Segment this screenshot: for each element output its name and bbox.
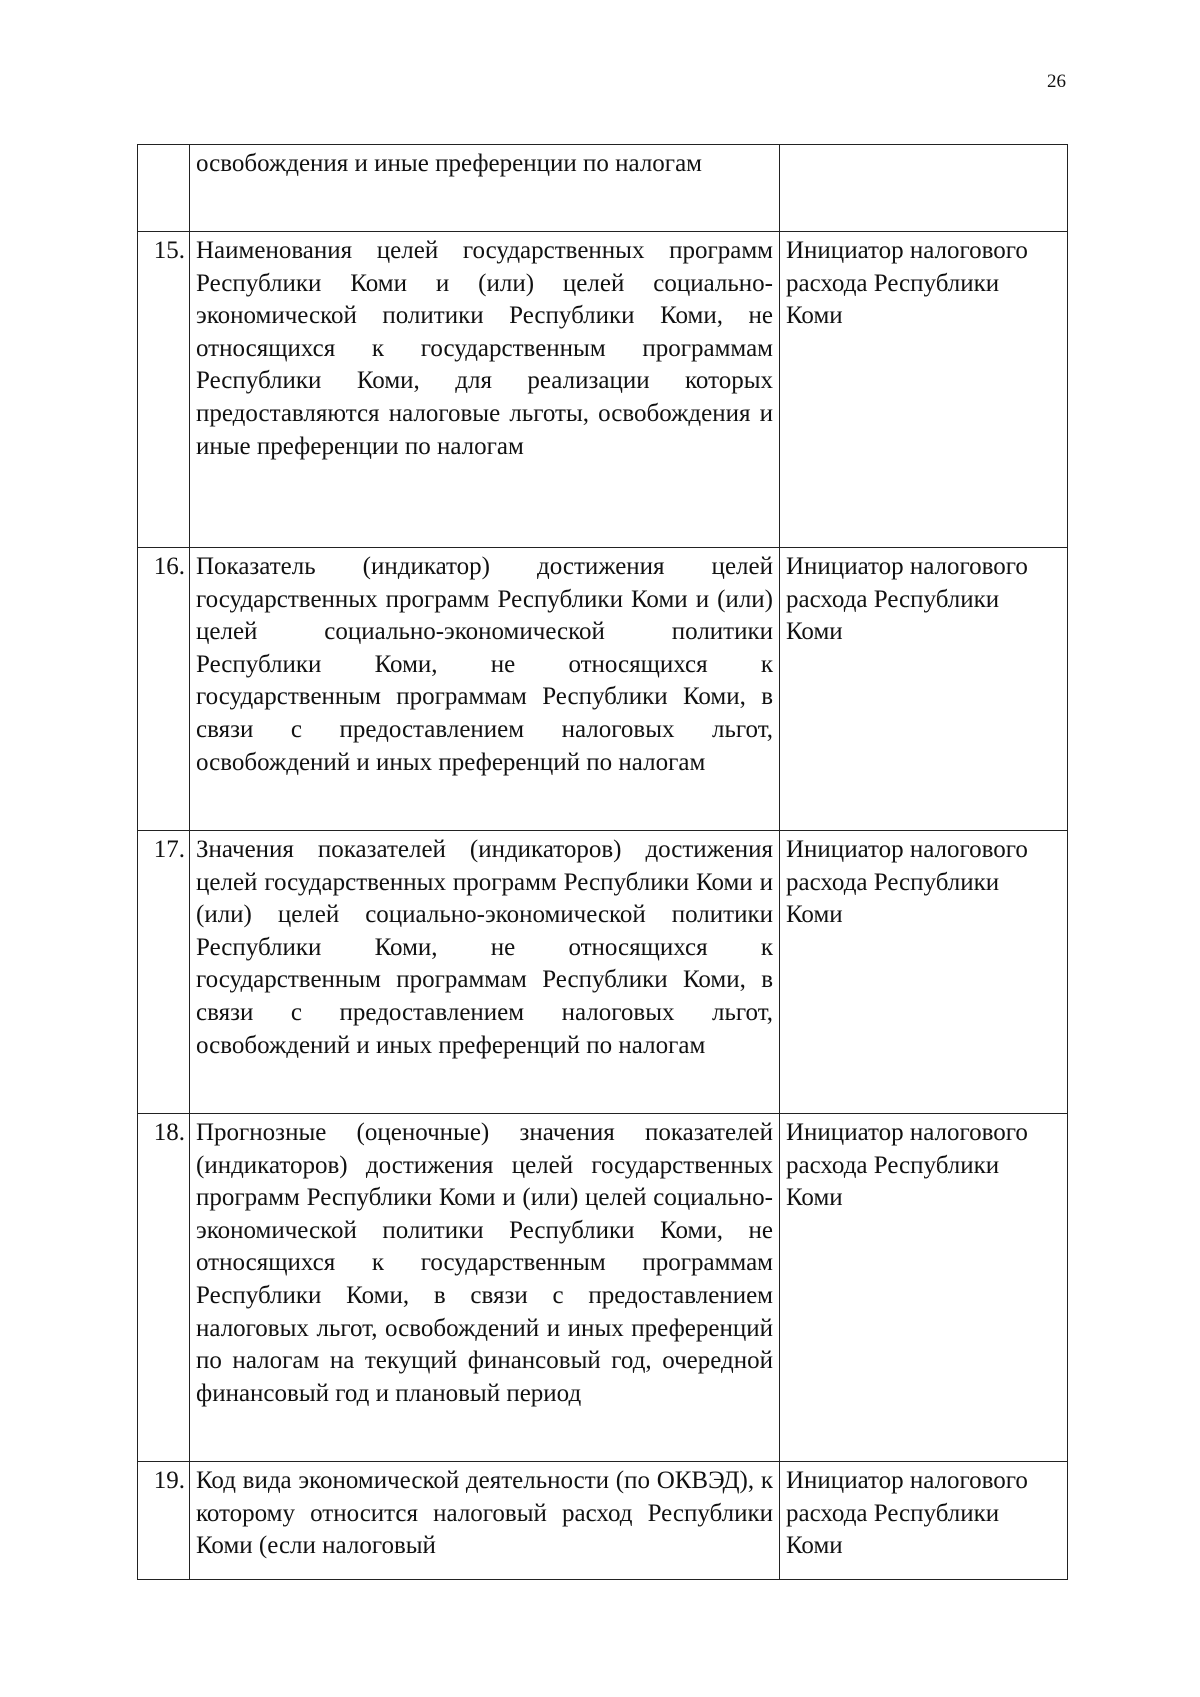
table-row (138, 1114, 1068, 1462)
row-source: Инициатор налогового расхода Республики Коми (780, 1462, 1068, 1580)
row-description: освобождения и иные преференции по налогам (190, 145, 780, 232)
table-row (138, 548, 1068, 831)
table-row (138, 232, 1068, 548)
row-number: 18. (138, 1114, 190, 1462)
row-description: Показатель (индикатор) достижения целей государственных программ Республики Коми и (или) целей социально-экономической политики Республики Коми, не относящихся к государственным программам Республики Коми, в связи с предоставлением налоговых льгот, освобождений и иных преференций по налогам (190, 548, 780, 831)
row-source: Инициатор налогового расхода Республики Коми (780, 831, 1068, 1114)
row-number: 17. (138, 831, 190, 1114)
row-description: Значения показателей (индикаторов) достижения целей государственных программ Республики Коми и (или) целей социально-экономической политики Республики Коми, не относящихся к государственным программам Республики Коми, в связи с предоставлением налоговых льгот, освобождений и иных преференций по налогам (190, 831, 780, 1114)
row-number (138, 145, 190, 232)
row-description: Код вида экономической деятельности (по ОКВЭД), к которому относится налоговый расход Республики Коми (если налоговый (190, 1462, 780, 1580)
table-row (138, 145, 1068, 232)
row-source: Инициатор налогового расхода Республики Коми (780, 1114, 1068, 1462)
row-number: 15. (138, 232, 190, 548)
page-number: 26 (1047, 71, 1066, 92)
row-number: 16. (138, 548, 190, 831)
row-number: 19. (138, 1462, 190, 1580)
row-source (780, 145, 1068, 232)
row-description: Наименования целей государственных программ Республики Коми и (или) целей социально-экономической политики Республики Коми, не относящихся к государственным программам Республики Коми, для реализации которых предоставляются налоговые льготы, освобождения и иные преференции по налогам (190, 232, 780, 548)
row-source: Инициатор налогового расхода Республики Коми (780, 232, 1068, 548)
table-row (138, 1462, 1068, 1580)
table-row (138, 831, 1068, 1114)
row-description: Прогнозные (оценочные) значения показателей (индикаторов) достижения целей государственных программ Республики Коми и (или) целей социально-экономической политики Республики Коми, не относящихся к государственным программам Республики Коми, в связи с предоставлением налоговых льгот, освобождений и иных преференций по налогам на текущий финансовый год, очередной финансовый год и плановый период (190, 1114, 780, 1462)
row-source: Инициатор налогового расхода Республики Коми (780, 548, 1068, 831)
indicators-table (137, 144, 1068, 1580)
